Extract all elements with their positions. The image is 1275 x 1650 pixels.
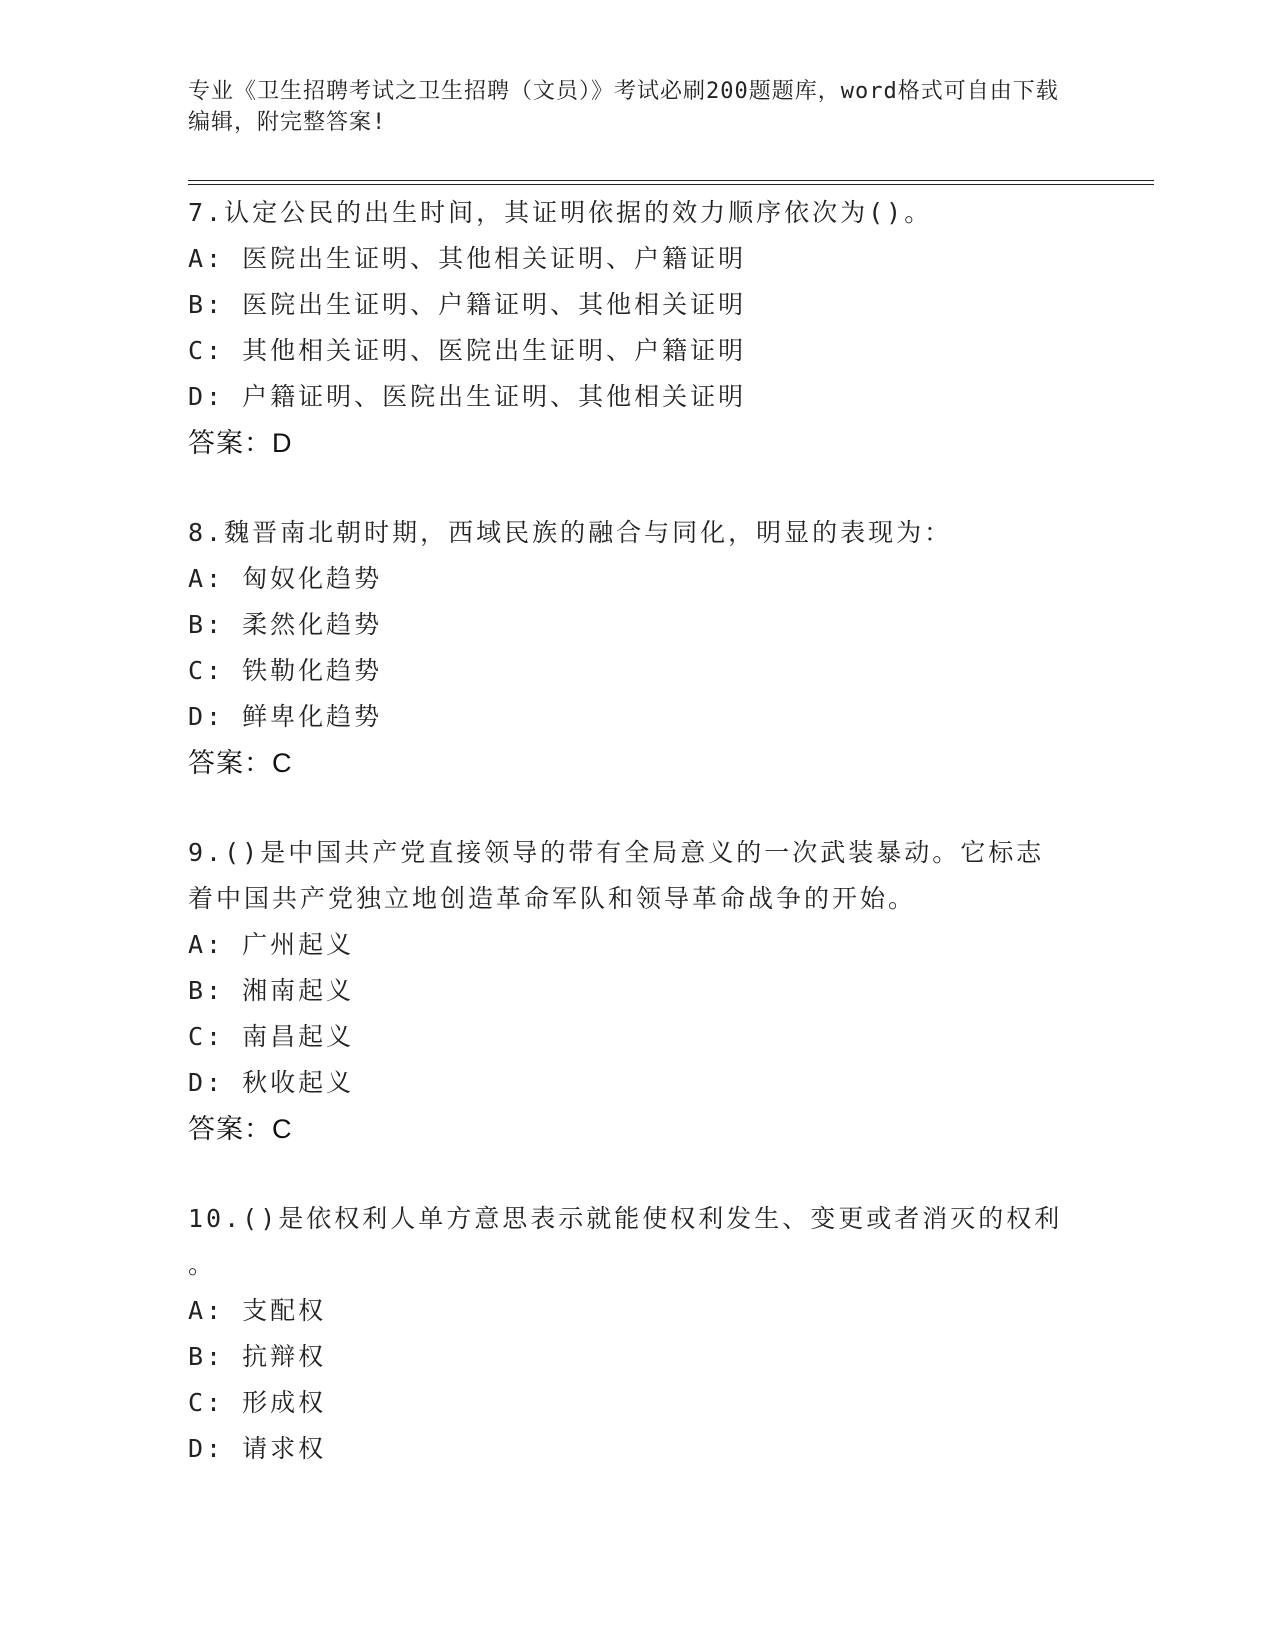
header-divider-top <box>188 180 1154 181</box>
question-stem: 10.()是依权利人单方意思表示就能使权利发生、变更或者消灭的权利 <box>188 1204 1063 1233</box>
option-b: B: 抗辩权 <box>188 1342 327 1371</box>
question-spacer <box>188 786 1088 830</box>
option-a: A: 广州起义 <box>188 930 355 959</box>
option-c: C: 其他相关证明、医院出生证明、户籍证明 <box>188 336 747 365</box>
header-divider-bottom <box>188 184 1154 185</box>
question-10 <box>188 1196 1088 1472</box>
option-a: A: 匈奴化趋势 <box>188 564 383 593</box>
question-spacer <box>188 1152 1088 1196</box>
question-stem: 8.魏晋南北朝时期，西域民族的融合与同化，明显的表现为： <box>188 518 953 547</box>
question-9 <box>188 830 1088 1152</box>
answer: 答案：D <box>188 428 293 458</box>
question-7 <box>188 190 1088 466</box>
option-d: D: 鲜卑化趋势 <box>188 702 383 731</box>
option-d: D: 户籍证明、医院出生证明、其他相关证明 <box>188 382 747 411</box>
question-stem-continuation: 。 <box>188 1250 217 1279</box>
option-b: B: 柔然化趋势 <box>188 610 383 639</box>
question-list <box>188 190 1088 1472</box>
answer: 答案：C <box>188 748 293 778</box>
option-b: B: 湘南起义 <box>188 976 355 1005</box>
option-d: D: 请求权 <box>188 1434 327 1463</box>
document-header: 专业《卫生招聘考试之卫生招聘（文员）》考试必刷200题题库，word格式可自由下载编辑，附完整答案! <box>188 79 1059 135</box>
option-a: A: 支配权 <box>188 1296 327 1325</box>
option-c: C: 南昌起义 <box>188 1022 355 1051</box>
option-c: C: 形成权 <box>188 1388 327 1417</box>
option-b: B: 医院出生证明、户籍证明、其他相关证明 <box>188 290 747 319</box>
question-8 <box>188 510 1088 786</box>
question-stem-continuation: 着中国共产党独立地创造革命军队和领导革命战争的开始。 <box>188 884 917 913</box>
option-d: D: 秋收起义 <box>188 1068 355 1097</box>
question-stem: 9.()是中国共产党直接领导的带有全局意义的一次武装暴动。它标志 <box>188 838 1045 867</box>
question-stem: 7.认定公民的出生时间，其证明依据的效力顺序依次为()。 <box>188 198 933 227</box>
answer: 答案：C <box>188 1114 293 1144</box>
question-spacer <box>188 466 1088 510</box>
option-c: C: 铁勒化趋势 <box>188 656 383 685</box>
option-a: A: 医院出生证明、其他相关证明、户籍证明 <box>188 244 747 273</box>
